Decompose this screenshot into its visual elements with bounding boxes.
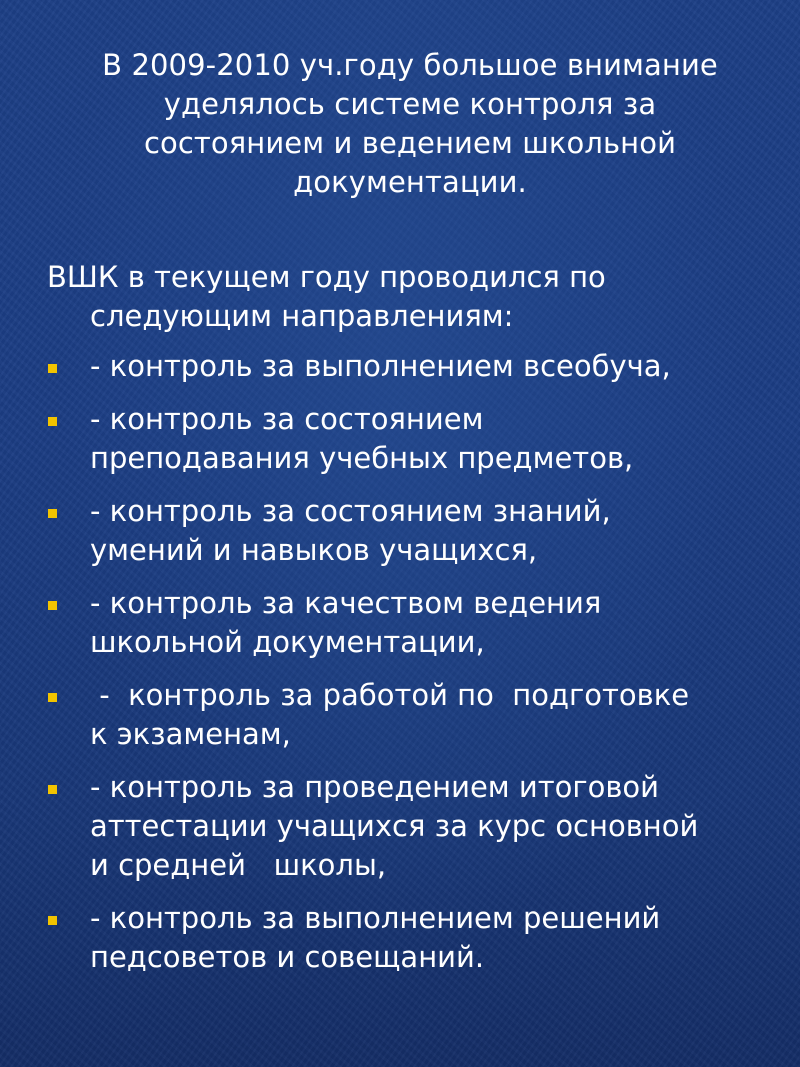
bullet-list <box>0 347 800 991</box>
list-item-text: школьной документации, <box>90 625 485 659</box>
list-item <box>0 400 800 478</box>
list-item-text: - контроль за выполнением всеобуча, <box>90 349 671 383</box>
list-item <box>0 768 800 885</box>
list-item <box>0 676 800 754</box>
list-item-text: - контроль за состоянием <box>90 402 484 436</box>
list-item-text: к экзаменам, <box>90 717 291 751</box>
list-item <box>0 347 800 386</box>
list-item-text: преподавания учебных предметов, <box>90 441 634 475</box>
list-item-text: - контроль за выполнением решений <box>90 901 661 935</box>
square-bullet-icon <box>48 601 57 610</box>
list-item-text: умений и навыков учащихся, <box>90 533 538 567</box>
list-item-text: - контроль за состоянием знаний, <box>90 494 611 528</box>
vshk-line-2: следующим направлениям: <box>90 299 514 333</box>
intro-line: В 2009-2010 уч.году большое внимание <box>102 48 718 82</box>
list-item <box>0 492 800 570</box>
list-item <box>0 584 800 662</box>
square-bullet-icon <box>48 417 57 426</box>
list-item-text: педсоветов и совещаний. <box>90 940 485 974</box>
intro-paragraph <box>60 46 760 202</box>
intro-line: состоянием и ведением школьной <box>143 126 677 160</box>
square-bullet-icon <box>48 916 57 925</box>
vshk-heading <box>47 258 767 336</box>
square-bullet-icon <box>48 364 57 373</box>
square-bullet-icon <box>48 509 57 518</box>
intro-line: уделялось системе контроля за <box>163 87 657 121</box>
square-bullet-icon <box>48 693 57 702</box>
list-item-text: - контроль за работой по подготовке <box>90 678 690 712</box>
list-item-text: и средней школы, <box>90 848 387 882</box>
intro-line: документации. <box>293 165 527 199</box>
list-item-text: аттестации учащихся за курс основной <box>90 809 699 843</box>
vshk-line-1: ВШК в текущем году проводился по <box>47 260 606 294</box>
list-item-text: - контроль за проведением итоговой <box>90 770 660 804</box>
square-bullet-icon <box>48 785 57 794</box>
list-item-text: - контроль за качеством ведения <box>90 586 602 620</box>
list-item <box>0 899 800 977</box>
